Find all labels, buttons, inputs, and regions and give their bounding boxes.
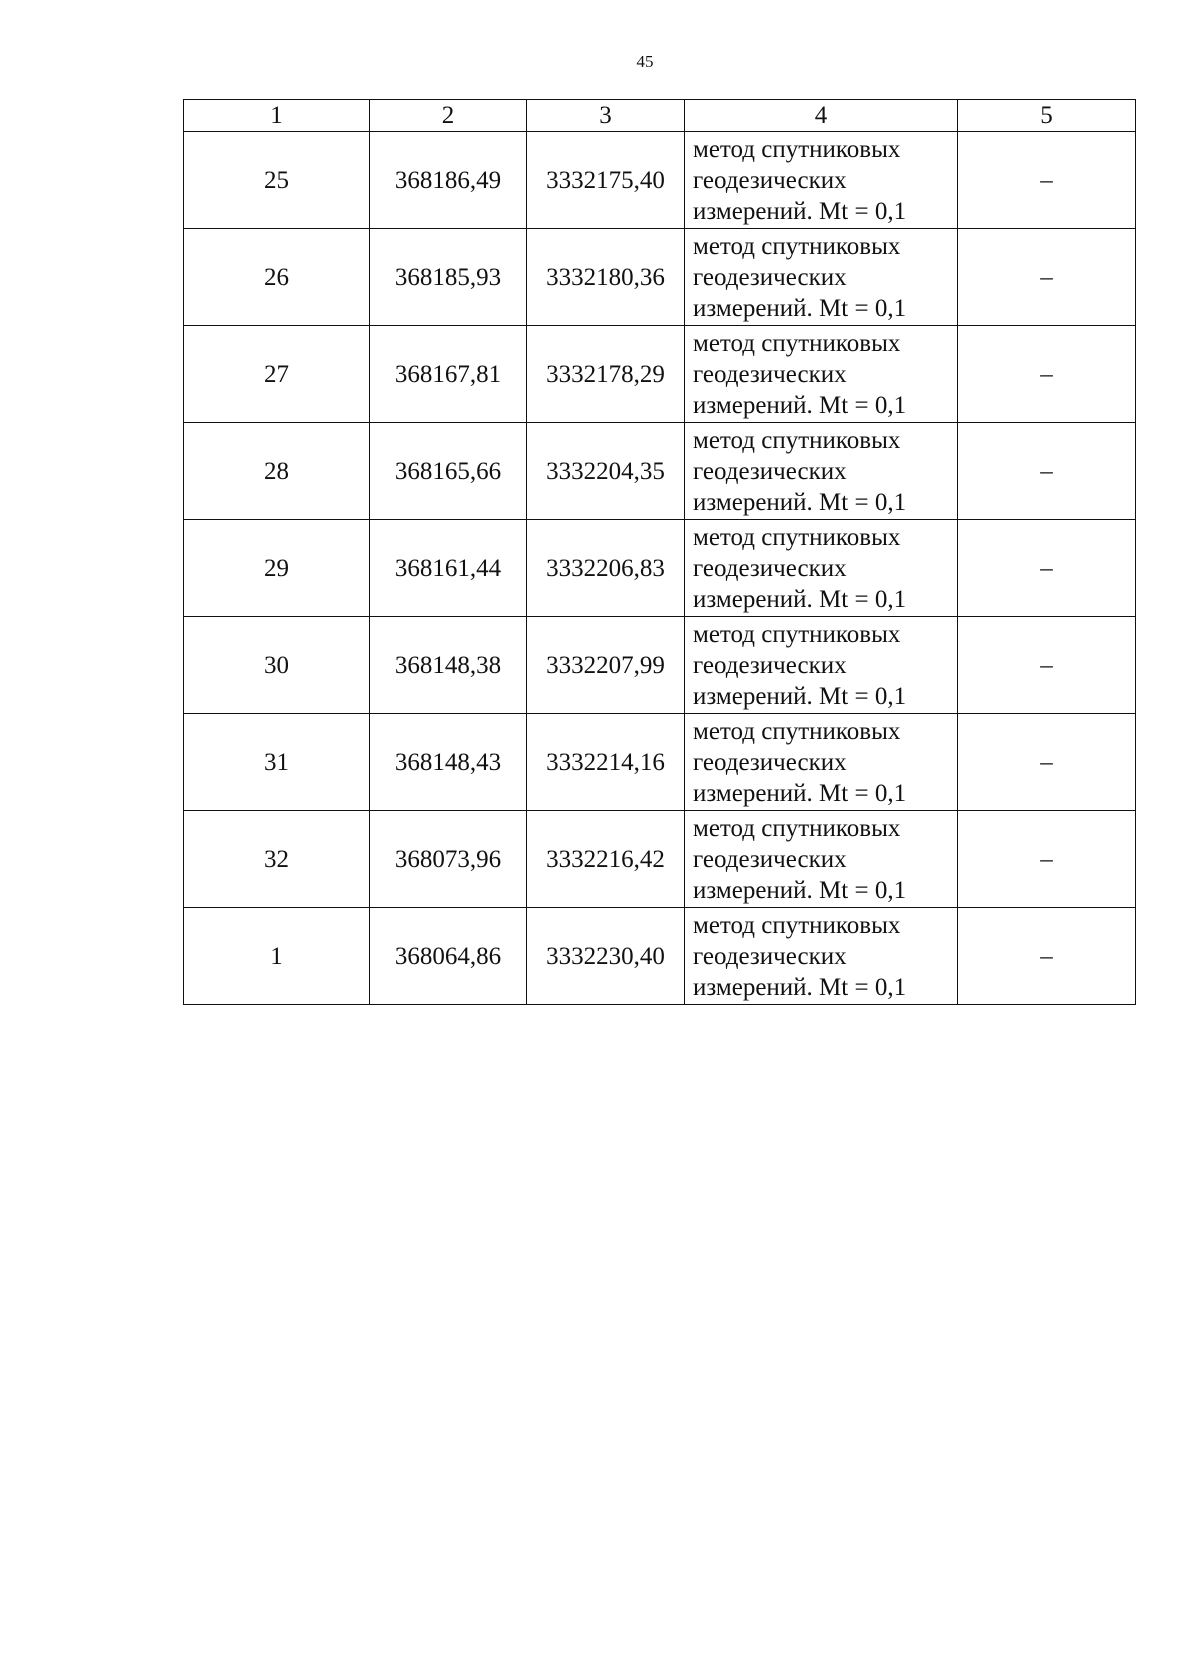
y-coordinate-cell: 3332214,16: [527, 714, 685, 811]
note-cell: –: [958, 811, 1136, 908]
x-coordinate-cell: 368064,86: [370, 908, 527, 1005]
note-cell: –: [958, 423, 1136, 520]
y-coordinate-cell: 3332204,35: [527, 423, 685, 520]
y-coordinate-cell: 3332178,29: [527, 326, 685, 423]
note-cell: –: [958, 520, 1136, 617]
point-cell: 29: [184, 520, 370, 617]
table-row: [184, 423, 1136, 520]
table-row: [184, 326, 1136, 423]
table-row: [184, 132, 1136, 229]
point-cell: 1: [184, 908, 370, 1005]
method-text-line: измерений. Mt = 0,1: [693, 585, 907, 613]
method-text-line: измерений. Mt = 0,1: [693, 779, 907, 807]
y-coordinate-cell: 3332207,99: [527, 617, 685, 714]
method-text-line: метод спутниковых: [693, 814, 901, 842]
y-coordinate-cell: 3332206,83: [527, 520, 685, 617]
column-header: 2: [370, 100, 527, 132]
x-coordinate-cell: 368073,96: [370, 811, 527, 908]
point-cell: 27: [184, 326, 370, 423]
method-text-line: геодезических: [693, 457, 847, 485]
table-row: [184, 617, 1136, 714]
table-row: [184, 908, 1136, 1005]
method-cell: [685, 811, 958, 908]
y-coordinate-cell: 3332216,42: [527, 811, 685, 908]
x-coordinate-cell: 368185,93: [370, 229, 527, 326]
method-text-line: геодезических: [693, 263, 847, 291]
method-cell: [685, 714, 958, 811]
point-cell: 28: [184, 423, 370, 520]
method-text-line: измерений. Mt = 0,1: [693, 488, 907, 516]
method-cell: [685, 520, 958, 617]
method-text-line: измерений. Mt = 0,1: [693, 973, 907, 1001]
method-cell: [685, 326, 958, 423]
page-number: 45: [636, 52, 654, 71]
method-text-line: геодезических: [693, 360, 847, 388]
note-cell: –: [958, 229, 1136, 326]
x-coordinate-cell: 368186,49: [370, 132, 527, 229]
x-coordinate-cell: 368165,66: [370, 423, 527, 520]
point-cell: 25: [184, 132, 370, 229]
column-header: 1: [184, 100, 370, 132]
method-text-line: метод спутниковых: [693, 523, 901, 551]
method-text-line: геодезических: [693, 845, 847, 873]
method-text-line: геодезических: [693, 942, 847, 970]
table-row: [184, 714, 1136, 811]
method-text-line: измерений. Mt = 0,1: [693, 197, 907, 225]
method-text-line: метод спутниковых: [693, 232, 901, 260]
method-text-line: измерений. Mt = 0,1: [693, 391, 907, 419]
x-coordinate-cell: 368161,44: [370, 520, 527, 617]
method-cell: [685, 908, 958, 1005]
method-cell: [685, 132, 958, 229]
method-text-line: геодезических: [693, 166, 847, 194]
x-coordinate-cell: 368148,43: [370, 714, 527, 811]
column-header: 3: [527, 100, 685, 132]
note-cell: –: [958, 132, 1136, 229]
method-text-line: измерений. Mt = 0,1: [693, 682, 907, 710]
point-cell: 31: [184, 714, 370, 811]
note-cell: –: [958, 908, 1136, 1005]
method-text-line: метод спутниковых: [693, 426, 901, 454]
method-text-line: метод спутниковых: [693, 620, 901, 648]
table-row: [184, 520, 1136, 617]
method-text-line: геодезических: [693, 554, 847, 582]
table-row: [184, 229, 1136, 326]
point-cell: 26: [184, 229, 370, 326]
note-cell: –: [958, 326, 1136, 423]
note-cell: –: [958, 617, 1136, 714]
method-text-line: измерений. Mt = 0,1: [693, 876, 907, 904]
column-header: 4: [685, 100, 958, 132]
method-cell: [685, 617, 958, 714]
point-cell: 32: [184, 811, 370, 908]
table-body: [184, 132, 1136, 1005]
method-text-line: метод спутниковых: [693, 135, 901, 163]
method-text-line: метод спутниковых: [693, 329, 901, 357]
method-text-line: метод спутниковых: [693, 717, 901, 745]
method-text-line: измерений. Mt = 0,1: [693, 294, 907, 322]
y-coordinate-cell: 3332175,40: [527, 132, 685, 229]
point-cell: 30: [184, 617, 370, 714]
method-text-line: метод спутниковых: [693, 911, 901, 939]
y-coordinate-cell: 3332230,40: [527, 908, 685, 1005]
note-cell: –: [958, 714, 1136, 811]
method-cell: [685, 423, 958, 520]
x-coordinate-cell: 368167,81: [370, 326, 527, 423]
column-header: 5: [958, 100, 1136, 132]
method-text-line: геодезических: [693, 748, 847, 776]
coordinates-table: [183, 99, 1136, 1005]
method-cell: [685, 229, 958, 326]
method-text-line: геодезических: [693, 651, 847, 679]
table-row: [184, 811, 1136, 908]
y-coordinate-cell: 3332180,36: [527, 229, 685, 326]
x-coordinate-cell: 368148,38: [370, 617, 527, 714]
table-header-row: [184, 100, 1136, 132]
